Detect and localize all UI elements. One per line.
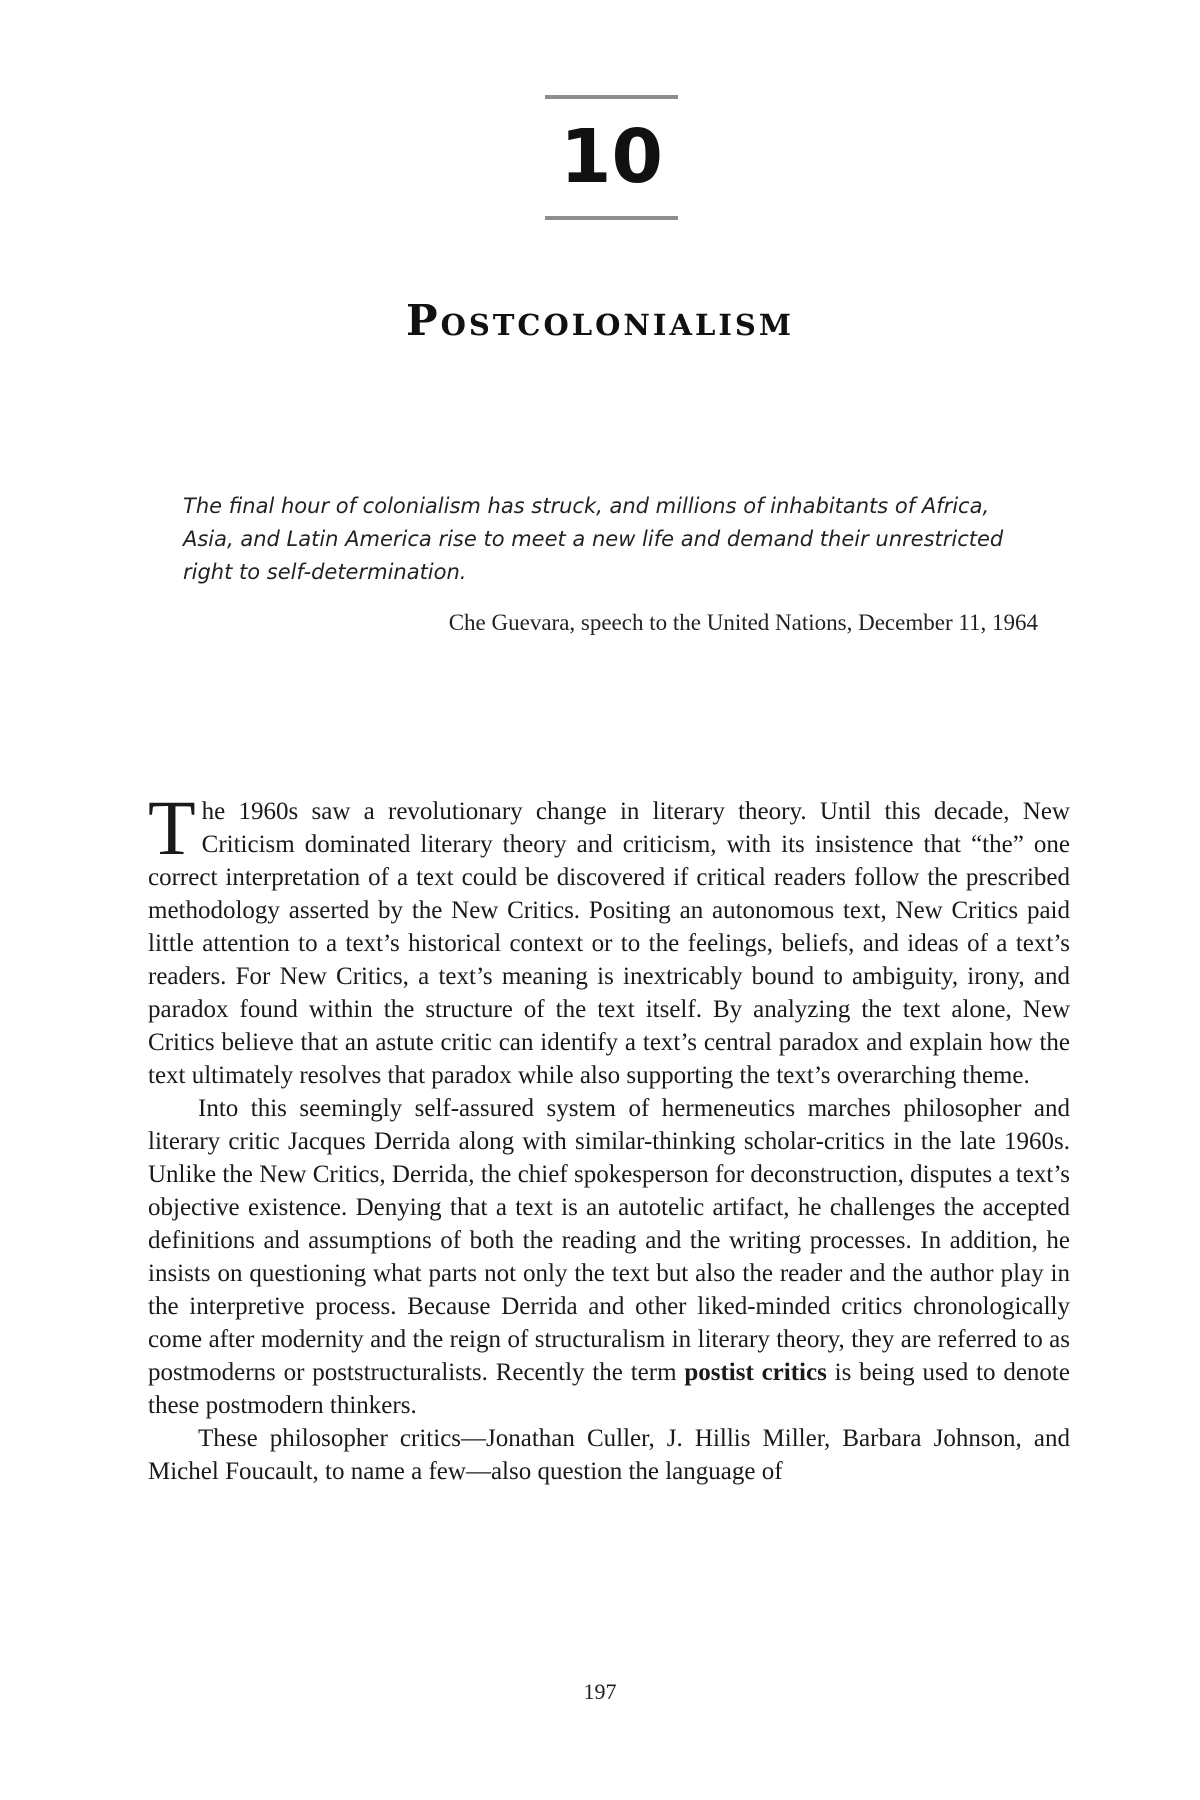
term-postist-critics: postist critics — [684, 1359, 827, 1386]
paragraph-2-text-a: Into this seemingly self-assured system of hermeneutics marches philosopher and literary critic Jacques Derrida along with similar-thinking scholar-critics in the late 1960s. Unlike the New Critics, Derrida, the chief spokesperson for deconstruction, disputes a text’s objective existence. Denying that a text is an autotelic artifact, he challenges the accepted definitions and assumptions of both the reading and the writing processes. In addition, he insists on questioning what parts not only the text but also the reader and the author play in the interpretive process. Because Derrida and other liked-minded critics chronologically come after modernity and the reign of structuralism in literary theory, they are referred to as postmoderns or poststructuralists. Recently the term — [148, 1095, 1070, 1386]
epigraph-quote: The final hour of colonialism has struck, and millions of inhabitants of Africa, Asia, and Latin America rise to meet a new life and demand their unrestricted right to self-determination. — [183, 494, 1004, 584]
chapter-title: Postcolonialism — [406, 296, 794, 345]
page-number: 197 — [583, 1679, 617, 1704]
chapter-number: 10 — [560, 114, 663, 200]
paragraph-2 — [148, 1092, 1070, 1422]
paragraph-3: These philosopher critics—Jonathan Culler, J. Hillis Miller, Barbara Johnson, and Michel Foucault, to name a few—also question the language of — [148, 1425, 1070, 1485]
paragraph-2-text-b: is being used to denote these postmodern thinkers. — [148, 1359, 1070, 1419]
epigraph-attribution: Che Guevara, speech to the United Nations, December 11, 1964 — [448, 610, 1038, 635]
body-text — [148, 784, 1070, 1488]
paragraph-1 — [148, 784, 1070, 1092]
chapter-rule-top — [545, 95, 678, 99]
drop-cap: T — [148, 784, 196, 871]
paragraph-1-text: he 1960s saw a revolutionary change in literary theory. Until this decade, New Criticism dominated literary theory and criticism, with its insistence that “the” one correct interpretation of a text could be discovered if critical readers follow the prescribed methodology asserted by the New Critics. Positing an autonomous text, New Critics paid little attention to a text’s historical context or to the feelings, beliefs, and ideas of a text’s readers. For New Critics, a text’s meaning is inextricably bound to ambiguity, irony, and paradox found within the structure of the text itself. By analyzing the text alone, New Critics believe that an astute critic can identify a text’s central paradox and explain how the text ultimately resolves that paradox while also supporting the text’s overarching theme. — [148, 798, 1070, 1089]
chapter-rule-bottom — [545, 216, 678, 220]
